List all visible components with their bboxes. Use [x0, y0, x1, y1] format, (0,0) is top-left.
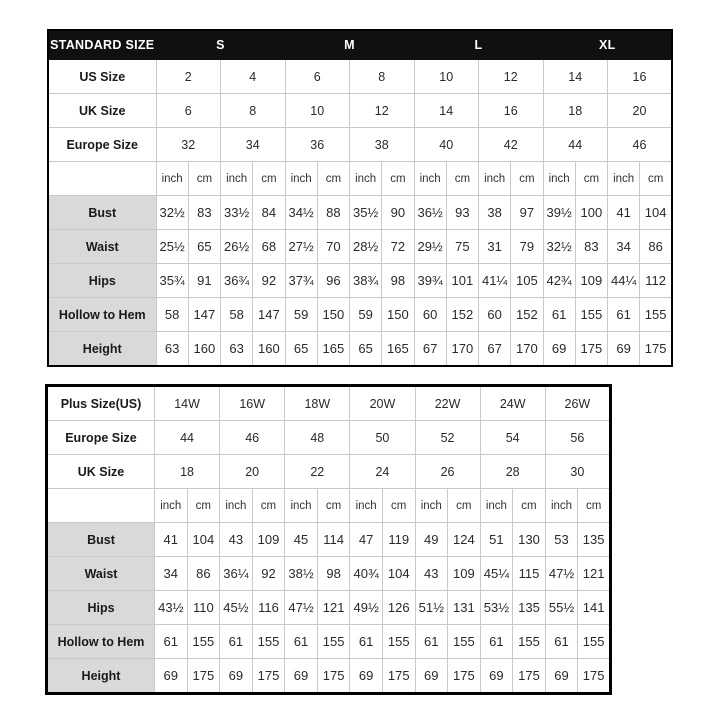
unit-cm-label: cm	[446, 162, 478, 196]
measure-cm-cell: 114	[317, 523, 350, 557]
measure-row	[48, 264, 672, 298]
measure-cm-cell: 70	[317, 230, 349, 264]
row-label: Waist	[47, 557, 155, 591]
measure-cm-cell: 155	[252, 625, 285, 659]
size-value-cell: 24	[350, 455, 415, 489]
size-value-cell: 40	[414, 128, 479, 162]
measure-inch-cell: 69	[543, 332, 575, 367]
measure-cm-cell: 100	[575, 196, 607, 230]
size-row	[47, 421, 611, 455]
measure-cm-cell: 175	[187, 659, 220, 694]
measure-cm-cell: 72	[382, 230, 414, 264]
measure-inch-cell: 45¼	[480, 557, 513, 591]
measure-inch-cell: 38	[479, 196, 511, 230]
size-row	[47, 386, 611, 421]
size-value-cell: 16	[479, 94, 544, 128]
size-value-cell: 22W	[415, 386, 480, 421]
measure-inch-cell: 61	[415, 625, 448, 659]
size-value-cell: 6	[285, 60, 350, 94]
measure-inch-cell: 61	[608, 298, 640, 332]
measure-cm-cell: 97	[511, 196, 543, 230]
size-value-cell: 30	[545, 455, 610, 489]
measure-inch-cell: 47½	[545, 557, 578, 591]
size-value-cell: 14	[414, 94, 479, 128]
measure-cm-cell: 116	[252, 591, 285, 625]
row-label: Hips	[48, 264, 156, 298]
size-value-cell: 26	[415, 455, 480, 489]
measure-cm-cell: 155	[513, 625, 546, 659]
measure-inch-cell: 35¾	[156, 264, 188, 298]
measure-inch-cell: 61	[220, 625, 253, 659]
size-value-cell: 12	[479, 60, 544, 94]
unit-cm-label: cm	[253, 162, 285, 196]
measure-inch-cell: 67	[414, 332, 446, 367]
measure-inch-cell: 40¾	[350, 557, 383, 591]
measure-cm-cell: 84	[253, 196, 285, 230]
unit-inch-label: inch	[480, 489, 513, 523]
unit-cm-label: cm	[575, 162, 607, 196]
measure-cm-cell: 121	[578, 557, 611, 591]
measure-inch-cell: 38¾	[350, 264, 382, 298]
measure-inch-cell: 28½	[350, 230, 382, 264]
measure-row	[47, 625, 611, 659]
measure-inch-cell: 26½	[221, 230, 253, 264]
measure-inch-cell: 34	[155, 557, 188, 591]
size-value-cell: 26W	[545, 386, 610, 421]
measure-cm-cell: 79	[511, 230, 543, 264]
measure-inch-cell: 55½	[545, 591, 578, 625]
measure-cm-cell: 135	[578, 523, 611, 557]
measure-row	[47, 591, 611, 625]
measure-cm-cell: 175	[448, 659, 481, 694]
plus-size-chart	[45, 384, 612, 695]
size-value-cell: 8	[350, 60, 415, 94]
measure-cm-cell: 170	[511, 332, 543, 367]
measure-row	[48, 332, 672, 367]
unit-inch-label: inch	[543, 162, 575, 196]
size-value-cell: 48	[285, 421, 350, 455]
size-value-cell: 44	[543, 128, 608, 162]
size-group-header: M	[285, 30, 414, 60]
measure-inch-cell: 53	[545, 523, 578, 557]
units-row-label	[48, 162, 156, 196]
measure-inch-cell: 31	[479, 230, 511, 264]
size-value-cell: 38	[350, 128, 415, 162]
measure-inch-cell: 49½	[350, 591, 383, 625]
size-value-cell: 12	[350, 94, 415, 128]
measure-inch-cell: 69	[220, 659, 253, 694]
unit-cm-label: cm	[252, 489, 285, 523]
measure-inch-cell: 69	[350, 659, 383, 694]
measure-inch-cell: 58	[156, 298, 188, 332]
size-value-cell: 6	[156, 94, 221, 128]
size-value-cell: 16	[608, 60, 673, 94]
size-value-cell: 4	[221, 60, 286, 94]
row-label: UK Size	[47, 455, 155, 489]
measure-row	[47, 557, 611, 591]
measure-inch-cell: 36¼	[220, 557, 253, 591]
measure-inch-cell: 38½	[285, 557, 318, 591]
measure-cm-cell: 165	[382, 332, 414, 367]
measure-row	[47, 659, 611, 694]
measure-inch-cell: 63	[156, 332, 188, 367]
measure-inch-cell: 25½	[156, 230, 188, 264]
units-row	[47, 489, 611, 523]
size-row	[47, 455, 611, 489]
measure-cm-cell: 121	[317, 591, 350, 625]
measure-cm-cell: 75	[446, 230, 478, 264]
unit-cm-label: cm	[317, 489, 350, 523]
measure-inch-cell: 37¾	[285, 264, 317, 298]
measure-cm-cell: 105	[511, 264, 543, 298]
measure-cm-cell: 86	[187, 557, 220, 591]
measure-inch-cell: 51	[480, 523, 513, 557]
measure-inch-cell: 58	[221, 298, 253, 332]
measure-cm-cell: 155	[578, 625, 611, 659]
measure-cm-cell: 155	[317, 625, 350, 659]
units-row-label	[47, 489, 155, 523]
measure-inch-cell: 61	[543, 298, 575, 332]
unit-cm-label: cm	[188, 162, 220, 196]
measure-inch-cell: 69	[608, 332, 640, 367]
measure-inch-cell: 69	[155, 659, 188, 694]
row-label: Hollow to Hem	[47, 625, 155, 659]
measure-inch-cell: 61	[155, 625, 188, 659]
row-label: Height	[48, 332, 156, 367]
size-value-cell: 36	[285, 128, 350, 162]
size-value-cell: 42	[479, 128, 544, 162]
size-group-header: S	[156, 30, 285, 60]
unit-cm-label: cm	[511, 162, 543, 196]
unit-cm-label: cm	[187, 489, 220, 523]
unit-cm-label: cm	[317, 162, 349, 196]
size-value-cell: 28	[480, 455, 545, 489]
row-label: Waist	[48, 230, 156, 264]
row-label: Hollow to Hem	[48, 298, 156, 332]
size-group-header: L	[414, 30, 543, 60]
measure-inch-cell: 45	[285, 523, 318, 557]
measure-inch-cell: 69	[415, 659, 448, 694]
measure-cm-cell: 96	[317, 264, 349, 298]
unit-inch-label: inch	[350, 489, 383, 523]
measure-cm-cell: 175	[317, 659, 350, 694]
measure-cm-cell: 109	[252, 523, 285, 557]
measure-inch-cell: 47	[350, 523, 383, 557]
size-value-cell: 54	[480, 421, 545, 455]
measure-inch-cell: 42¾	[543, 264, 575, 298]
unit-cm-label: cm	[448, 489, 481, 523]
measure-inch-cell: 69	[285, 659, 318, 694]
measure-inch-cell: 27½	[285, 230, 317, 264]
measure-inch-cell: 29½	[414, 230, 446, 264]
measure-inch-cell: 61	[350, 625, 383, 659]
measure-cm-cell: 135	[513, 591, 546, 625]
row-label: Bust	[48, 196, 156, 230]
size-value-cell: 22	[285, 455, 350, 489]
size-row	[48, 60, 672, 94]
measure-cm-cell: 91	[188, 264, 220, 298]
measure-cm-cell: 170	[446, 332, 478, 367]
measure-cm-cell: 175	[252, 659, 285, 694]
measure-inch-cell: 63	[221, 332, 253, 367]
size-value-cell: 52	[415, 421, 480, 455]
row-label: US Size	[48, 60, 156, 94]
measure-cm-cell: 175	[578, 659, 611, 694]
measure-cm-cell: 93	[446, 196, 478, 230]
measure-cm-cell: 92	[252, 557, 285, 591]
unit-cm-label: cm	[513, 489, 546, 523]
measure-cm-cell: 109	[448, 557, 481, 591]
measure-cm-cell: 147	[253, 298, 285, 332]
measure-inch-cell: 61	[480, 625, 513, 659]
measure-inch-cell: 34	[608, 230, 640, 264]
size-value-cell: 20W	[350, 386, 415, 421]
measure-cm-cell: 90	[382, 196, 414, 230]
measure-inch-cell: 43½	[155, 591, 188, 625]
size-value-cell: 56	[545, 421, 610, 455]
measure-inch-cell: 53½	[480, 591, 513, 625]
size-value-cell: 50	[350, 421, 415, 455]
size-value-cell: 32	[156, 128, 221, 162]
standard-size-table	[47, 29, 673, 367]
measure-inch-cell: 41¼	[479, 264, 511, 298]
measure-cm-cell: 101	[446, 264, 478, 298]
row-label: Europe Size	[48, 128, 156, 162]
measure-cm-cell: 98	[382, 264, 414, 298]
unit-inch-label: inch	[285, 489, 318, 523]
measure-cm-cell: 130	[513, 523, 546, 557]
measure-cm-cell: 155	[575, 298, 607, 332]
measure-inch-cell: 61	[545, 625, 578, 659]
measure-inch-cell: 60	[479, 298, 511, 332]
measure-inch-cell: 44¼	[608, 264, 640, 298]
measure-cm-cell: 150	[382, 298, 414, 332]
measure-cm-cell: 115	[513, 557, 546, 591]
measure-cm-cell: 119	[382, 523, 415, 557]
unit-inch-label: inch	[414, 162, 446, 196]
row-label: Europe Size	[47, 421, 155, 455]
units-row	[48, 162, 672, 196]
measure-cm-cell: 65	[188, 230, 220, 264]
unit-inch-label: inch	[350, 162, 382, 196]
measure-cm-cell: 155	[640, 298, 672, 332]
unit-inch-label: inch	[221, 162, 253, 196]
unit-inch-label: inch	[479, 162, 511, 196]
measure-cm-cell: 83	[575, 230, 607, 264]
measure-cm-cell: 152	[446, 298, 478, 332]
measure-cm-cell: 109	[575, 264, 607, 298]
size-value-cell: 20	[608, 94, 673, 128]
measure-cm-cell: 92	[253, 264, 285, 298]
measure-inch-cell: 32½	[156, 196, 188, 230]
size-value-cell: 34	[221, 128, 286, 162]
measure-inch-cell: 39½	[543, 196, 575, 230]
measure-cm-cell: 131	[448, 591, 481, 625]
size-value-cell: 24W	[480, 386, 545, 421]
measure-inch-cell: 65	[285, 332, 317, 367]
measure-row	[48, 298, 672, 332]
standard-size-chart	[47, 29, 673, 367]
measure-row	[48, 230, 672, 264]
measure-cm-cell: 175	[382, 659, 415, 694]
measure-inch-cell: 39¾	[414, 264, 446, 298]
measure-cm-cell: 104	[382, 557, 415, 591]
measure-cm-cell: 141	[578, 591, 611, 625]
size-value-cell: 18	[155, 455, 220, 489]
measure-inch-cell: 43	[220, 523, 253, 557]
unit-cm-label: cm	[382, 489, 415, 523]
measure-row	[47, 523, 611, 557]
size-row	[48, 128, 672, 162]
size-value-cell: 8	[221, 94, 286, 128]
size-value-cell: 18W	[285, 386, 350, 421]
unit-inch-label: inch	[155, 489, 188, 523]
unit-cm-label: cm	[578, 489, 611, 523]
row-label: Plus Size(US)	[47, 386, 155, 421]
measure-cm-cell: 160	[188, 332, 220, 367]
measure-cm-cell: 98	[317, 557, 350, 591]
measure-cm-cell: 126	[382, 591, 415, 625]
row-label: Height	[47, 659, 155, 694]
size-value-cell: 16W	[220, 386, 285, 421]
size-value-cell: 46	[220, 421, 285, 455]
measure-inch-cell: 65	[350, 332, 382, 367]
measure-inch-cell: 36½	[414, 196, 446, 230]
size-value-cell: 20	[220, 455, 285, 489]
measure-cm-cell: 160	[253, 332, 285, 367]
unit-inch-label: inch	[545, 489, 578, 523]
measure-inch-cell: 59	[285, 298, 317, 332]
measure-cm-cell: 165	[317, 332, 349, 367]
size-value-cell: 2	[156, 60, 221, 94]
measure-inch-cell: 69	[545, 659, 578, 694]
measure-cm-cell: 155	[382, 625, 415, 659]
unit-cm-label: cm	[640, 162, 672, 196]
row-label: Bust	[47, 523, 155, 557]
measure-inch-cell: 47½	[285, 591, 318, 625]
unit-inch-label: inch	[415, 489, 448, 523]
measure-cm-cell: 86	[640, 230, 672, 264]
measure-cm-cell: 68	[253, 230, 285, 264]
unit-inch-label: inch	[220, 489, 253, 523]
measure-inch-cell: 33½	[221, 196, 253, 230]
measure-inch-cell: 41	[155, 523, 188, 557]
measure-cm-cell: 112	[640, 264, 672, 298]
measure-cm-cell: 175	[575, 332, 607, 367]
unit-cm-label: cm	[382, 162, 414, 196]
measure-cm-cell: 155	[187, 625, 220, 659]
measure-inch-cell: 34½	[285, 196, 317, 230]
measure-cm-cell: 104	[187, 523, 220, 557]
measure-cm-cell: 110	[187, 591, 220, 625]
size-row	[48, 94, 672, 128]
measure-cm-cell: 152	[511, 298, 543, 332]
measure-inch-cell: 51½	[415, 591, 448, 625]
measure-cm-cell: 88	[317, 196, 349, 230]
measure-inch-cell: 36¾	[221, 264, 253, 298]
unit-inch-label: inch	[608, 162, 640, 196]
measure-cm-cell: 175	[640, 332, 672, 367]
measure-row	[48, 196, 672, 230]
size-value-cell: 10	[414, 60, 479, 94]
measure-cm-cell: 124	[448, 523, 481, 557]
measure-inch-cell: 32½	[543, 230, 575, 264]
measure-cm-cell: 104	[640, 196, 672, 230]
measure-cm-cell: 155	[448, 625, 481, 659]
plus-size-table	[45, 384, 612, 695]
measure-cm-cell: 147	[188, 298, 220, 332]
measure-cm-cell: 150	[317, 298, 349, 332]
unit-inch-label: inch	[285, 162, 317, 196]
measure-inch-cell: 35½	[350, 196, 382, 230]
measure-inch-cell: 49	[415, 523, 448, 557]
measure-cm-cell: 175	[513, 659, 546, 694]
measure-inch-cell: 59	[350, 298, 382, 332]
size-value-cell: 44	[155, 421, 220, 455]
measure-inch-cell: 43	[415, 557, 448, 591]
measure-inch-cell: 60	[414, 298, 446, 332]
size-value-cell: 14	[543, 60, 608, 94]
row-label: Hips	[47, 591, 155, 625]
measure-inch-cell: 45½	[220, 591, 253, 625]
measure-cm-cell: 83	[188, 196, 220, 230]
table-header-row	[48, 30, 672, 60]
table-title: STANDARD SIZE	[48, 30, 156, 60]
size-value-cell: 10	[285, 94, 350, 128]
size-value-cell: 46	[608, 128, 673, 162]
unit-inch-label: inch	[156, 162, 188, 196]
size-group-header: XL	[543, 30, 672, 60]
measure-inch-cell: 61	[285, 625, 318, 659]
size-value-cell: 14W	[155, 386, 220, 421]
size-value-cell: 18	[543, 94, 608, 128]
measure-inch-cell: 69	[480, 659, 513, 694]
measure-inch-cell: 67	[479, 332, 511, 367]
measure-inch-cell: 41	[608, 196, 640, 230]
row-label: UK Size	[48, 94, 156, 128]
